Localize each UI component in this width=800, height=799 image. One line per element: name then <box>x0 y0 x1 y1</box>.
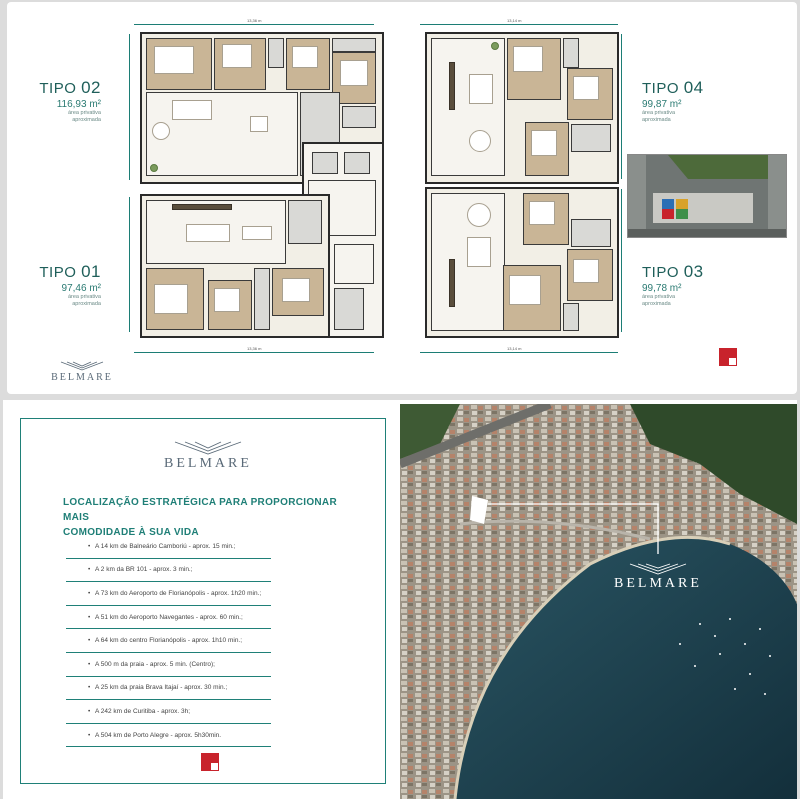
dimension-line <box>420 352 618 353</box>
list-item: • A 25 km da praia Brava Itajaí - aprox. 30 min.; <box>66 677 271 701</box>
list-item: • A 14 km de Balneário Camboriú - aprox. 15 min.; <box>66 535 271 559</box>
dimension-label: 13,14 m <box>507 18 522 23</box>
dimension-line <box>134 352 374 353</box>
site-map-graphic <box>628 155 786 237</box>
location-list <box>66 535 271 747</box>
dimension-line-vertical <box>129 197 130 332</box>
dimension-label: 13,36 m <box>247 346 262 351</box>
list-item: • A 504 km de Porto Alegre - aprox. 5h30min. <box>66 724 271 748</box>
aerial-map-graphic <box>400 404 797 799</box>
dimension-line <box>420 24 618 25</box>
tipo-02-label: TIPO 02 116,93 m² área privativa aproximada <box>39 78 101 123</box>
aerial-photo[interactable] <box>400 404 797 799</box>
dimension-label: 13,14 m <box>507 346 522 351</box>
developer-logo-icon <box>719 348 737 366</box>
belmare-chevron-icon <box>173 440 243 456</box>
belmare-chevron-icon <box>59 360 105 372</box>
list-item: • A 242 km de Curitiba - aprox. 3h; <box>66 700 271 724</box>
developer-logo-icon <box>201 753 219 771</box>
dimension-line-vertical <box>621 34 622 179</box>
belmare-logo: BELMARE <box>153 440 263 472</box>
belmare-logo: BELMARE <box>47 360 117 383</box>
floor-plan-page <box>7 2 797 394</box>
list-item: • A 2 km da BR 101 - aprox. 3 min.; <box>66 559 271 583</box>
list-item: • A 64 km do centro Florianópolis - aprox. 1h10 min.; <box>66 629 271 653</box>
tipo-03-label: TIPO 03 99,78 m² área privativa aproximada <box>642 262 704 307</box>
list-item: • A 51 km do Aeroporto Navegantes - aprox. 60 min.; <box>66 606 271 630</box>
location-title: LOCALIZAÇÃO ESTRATÉGICA PARA PROPORCIONAR MAIS COMODIDADE À SUA VIDA <box>63 497 337 538</box>
dimension-line-vertical <box>129 34 130 180</box>
belmare-chevron-icon <box>628 562 688 576</box>
list-item: • A 73 km do Aeroporto de Florianópolis - aprox. 1h20 min.; <box>66 582 271 606</box>
belmare-logo-overlay: BELMARE <box>606 562 710 592</box>
list-item: • A 500 m da praia - aprox. 5 min. (Centro); <box>66 653 271 677</box>
floor-plan-tipo-03[interactable] <box>425 187 619 338</box>
dimension-label: 13,36 m <box>247 18 262 23</box>
site-location-thumbnail[interactable] <box>627 154 787 238</box>
floor-plan-tipo-04[interactable] <box>425 32 619 184</box>
tipo-04-label: TIPO 04 99,87 m² área privativa aproximada <box>642 78 704 123</box>
location-page <box>3 400 797 799</box>
tipo-01-label: TIPO 01 97,46 m² área privativa aproximada <box>39 262 101 307</box>
dimension-line-vertical <box>621 189 622 332</box>
dimension-line <box>134 24 374 25</box>
floor-plan-tipo-01[interactable] <box>140 194 330 338</box>
